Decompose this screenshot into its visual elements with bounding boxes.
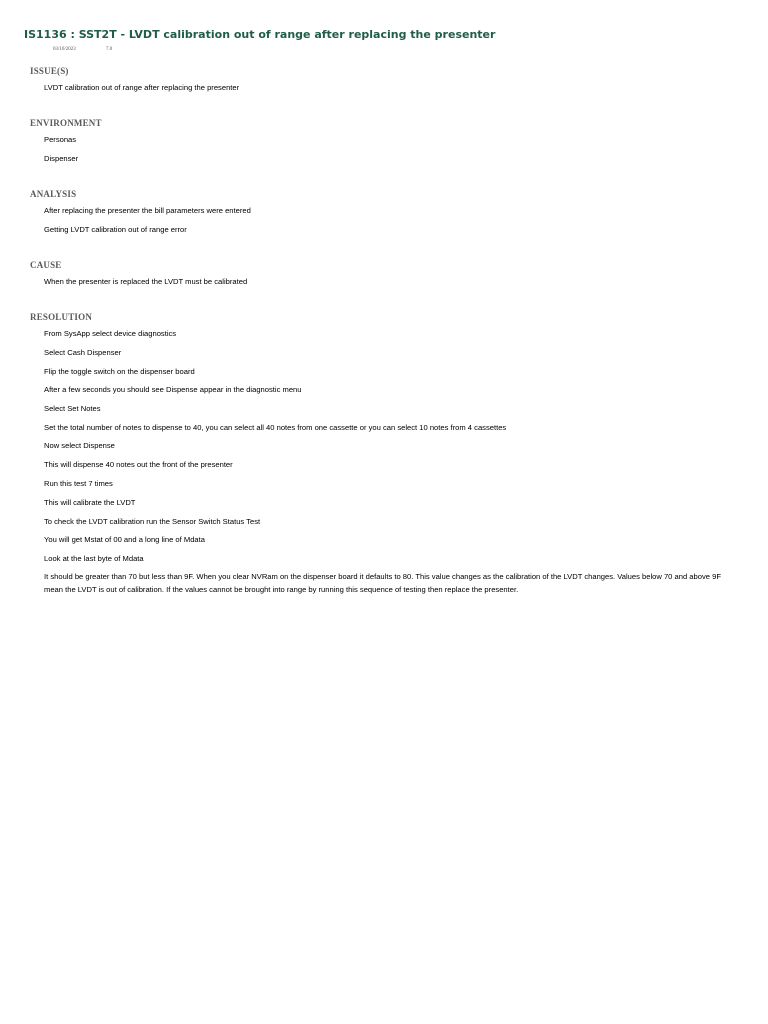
- section-heading-analysis: ANALYSIS: [30, 189, 77, 199]
- resolution-step: Look at the last byte of Mdata: [44, 554, 144, 563]
- issue-line: LVDT calibration out of range after replacing the presenter: [44, 83, 240, 92]
- article-version: 7.0: [106, 47, 113, 52]
- resolution-step: Select Set Notes: [44, 404, 101, 413]
- article-title: IS1136 : SST2T - LVDT calibration out of range after replacing the presenter: [24, 28, 496, 41]
- environment-line: Dispenser: [44, 154, 79, 163]
- analysis-line: After replacing the presenter the bill parameters were entered: [44, 206, 251, 215]
- resolution-step: After a few seconds you should see Dispense appear in the diagnostic menu: [44, 385, 302, 394]
- resolution-step: This will calibrate the LVDT: [44, 498, 136, 507]
- resolution-step: To check the LVDT calibration run the Sensor Switch Status Test: [44, 517, 261, 526]
- resolution-step: Select Cash Dispenser: [44, 348, 122, 357]
- environment-line: Personas: [44, 135, 77, 144]
- resolution-step: Run this test 7 times: [44, 479, 113, 488]
- cause-line: When the presenter is replaced the LVDT must be calibrated: [44, 277, 248, 286]
- resolution-step: Flip the toggle switch on the dispenser board: [44, 367, 195, 376]
- section-heading-cause: CAUSE: [30, 260, 62, 270]
- resolution-step: Now select Dispense: [44, 441, 115, 450]
- resolution-step: From SysApp select device diagnostics: [44, 329, 177, 338]
- article-date: 03/10/2023: [53, 47, 76, 52]
- resolution-step: This will dispense 40 notes out the front of the presenter: [44, 460, 233, 469]
- resolution-step: It should be greater than 70 but less than 9F. When you clear NVRam on the dispenser board it defaults to 80. This value changes as the calibration of the LVDT changes. Values below 70 and above 9F mean the LVDT is out of calibration. If the values cannot be brought into range by running this sequence of testing then replace the presenter.: [44, 572, 721, 594]
- analysis-line: Getting LVDT calibration out of range error: [44, 225, 187, 234]
- section-heading-environment: ENVIRONMENT: [30, 118, 102, 128]
- section-heading-resolution: RESOLUTION: [30, 312, 93, 322]
- resolution-step: Set the total number of notes to dispense to 40, you can select all 40 notes from one cassette or you can select 10 notes from 4 cassettes: [44, 423, 507, 432]
- resolution-step: You will get Mstat of 00 and a long line of Mdata: [44, 535, 205, 544]
- section-heading-issue: ISSUE(S): [30, 66, 69, 76]
